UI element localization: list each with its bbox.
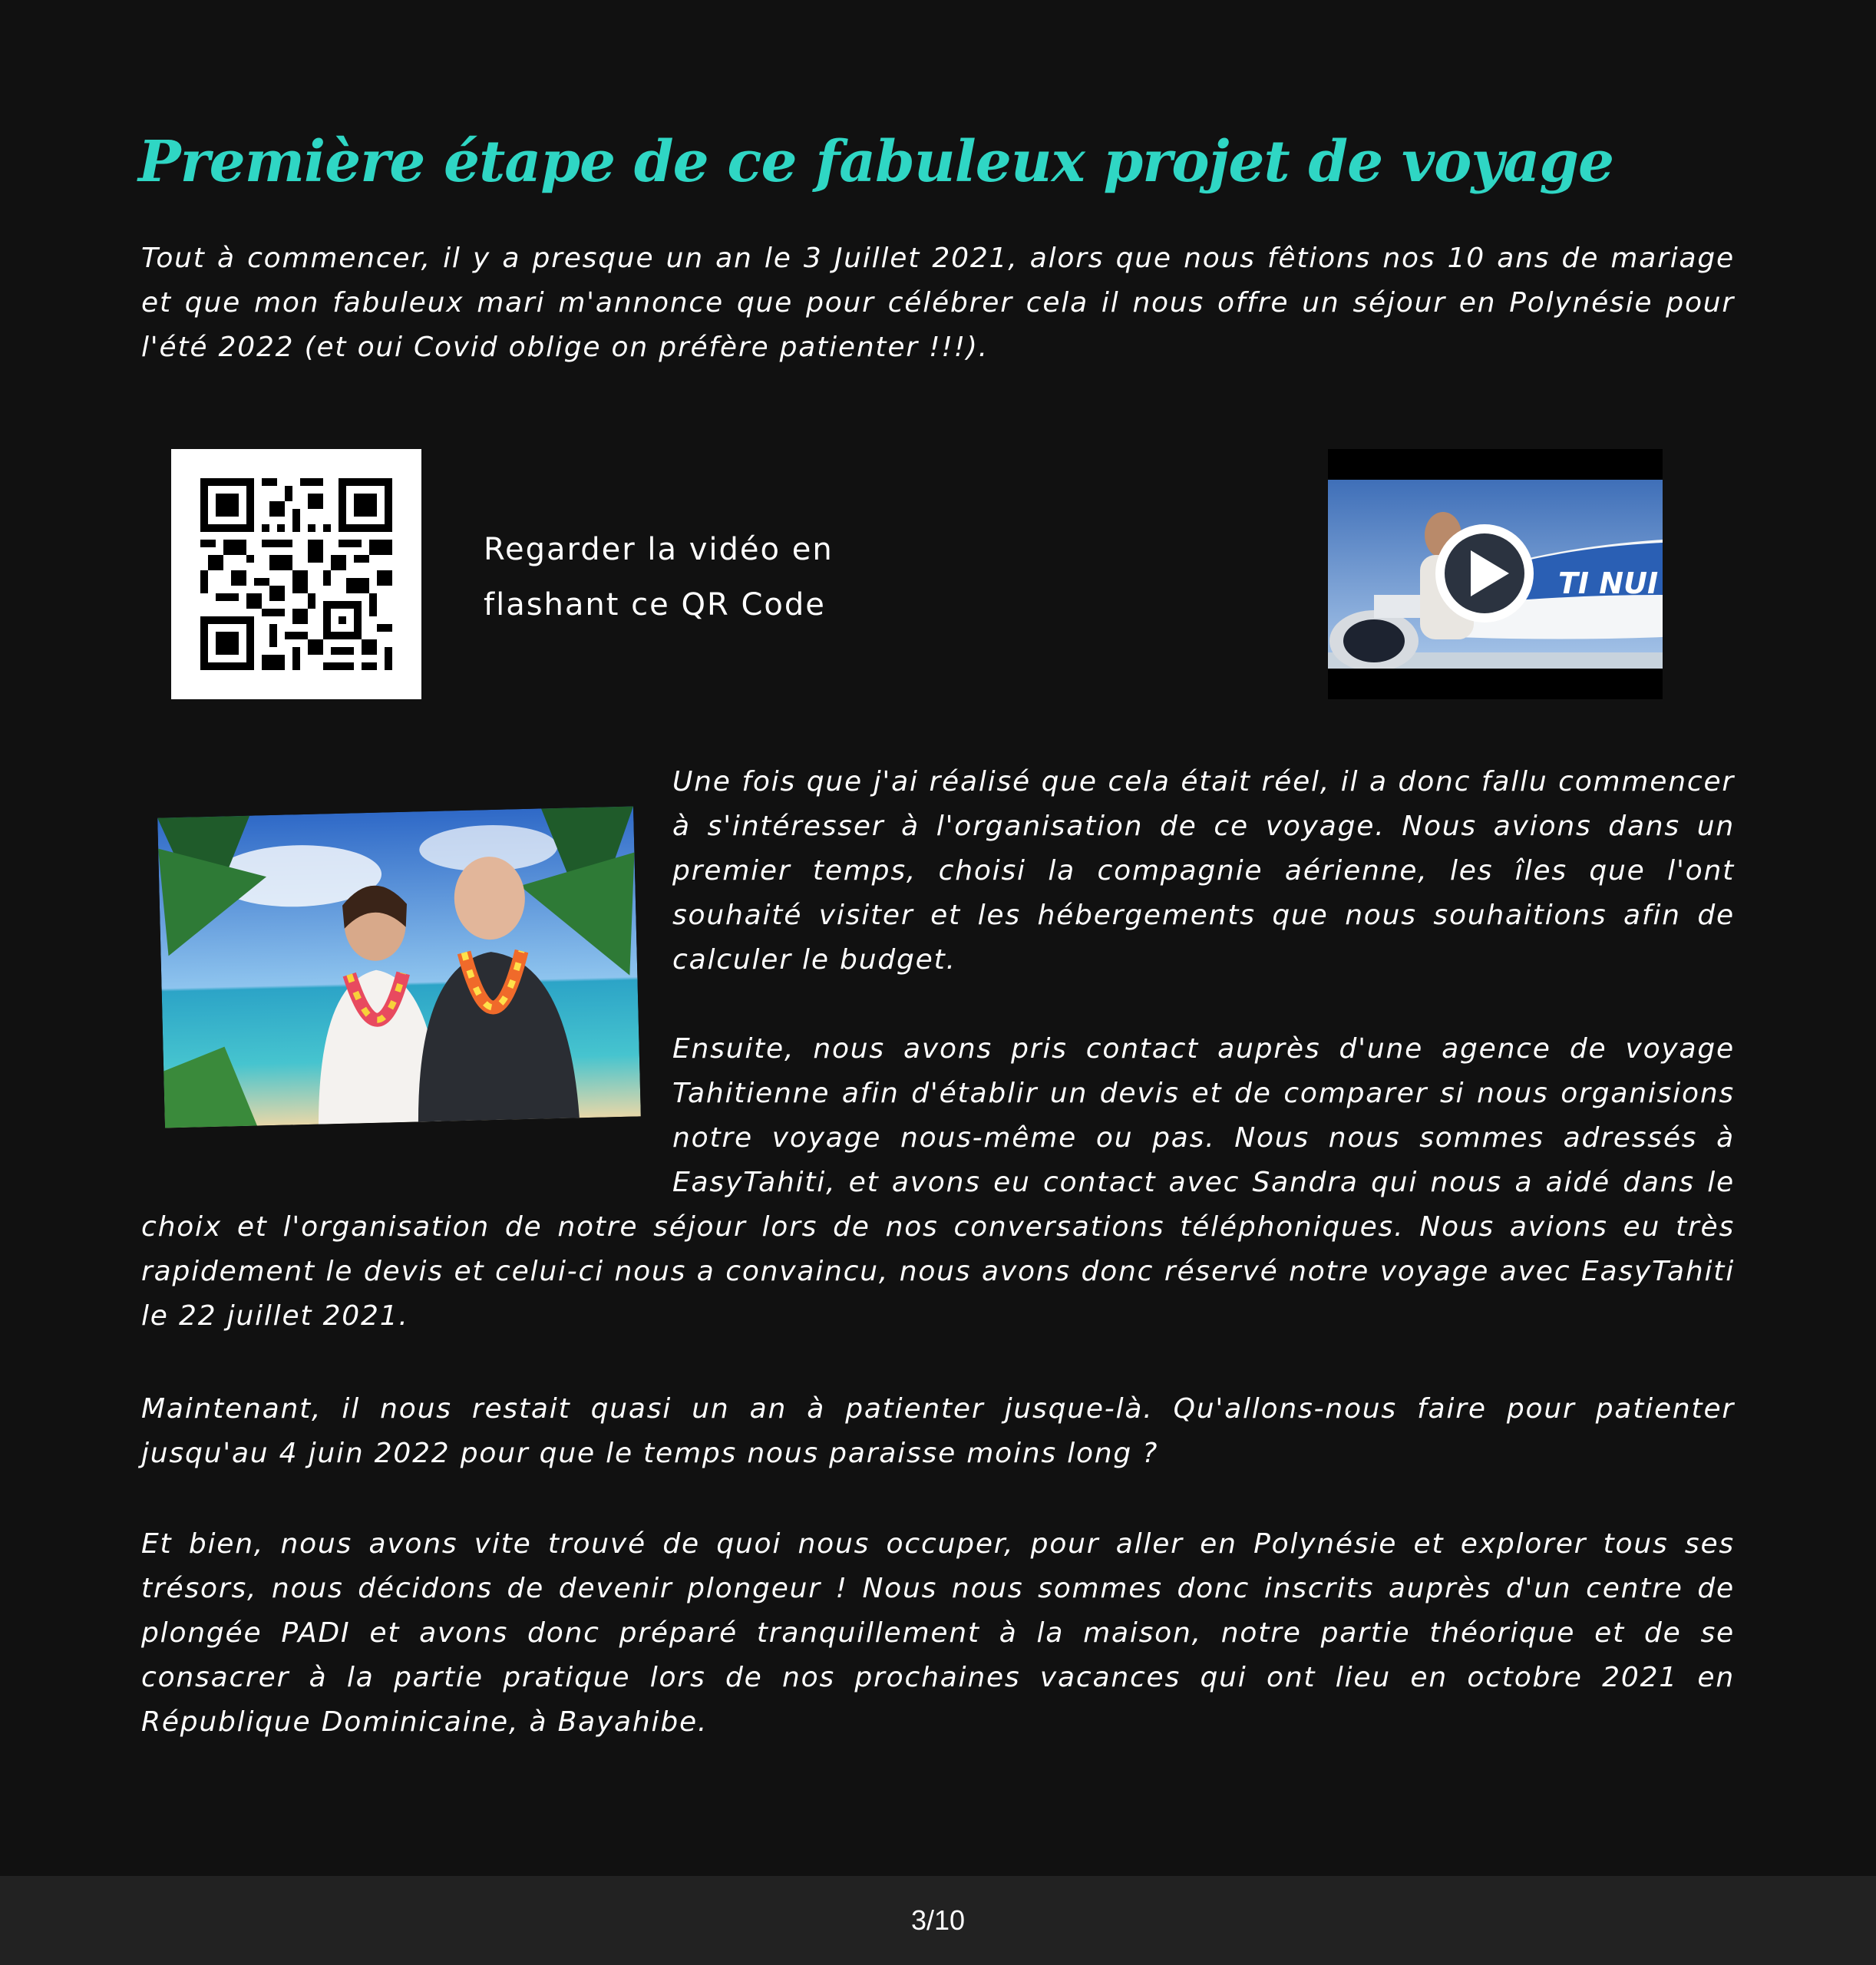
qr-code	[171, 449, 421, 699]
paragraph-organisation: Une fois que j'ai réalisé que cela était réel, il a donc fallu commencer à s'intéresser à l'organisation de ce voyage. Nous avions dans un premier temps, choisi la compagnie aérienne, les îles que l'ont souhaité visiter et les hébergements que nous souhaitions afin de calculer le budget.	[672, 766, 1735, 976]
video-still	[1328, 480, 1663, 669]
paragraph-diving: Et bien, nous avons vite trouvé de quoi nous occuper, pour aller en Polynésie et explorer tous ses trésors, nous décidons de devenir plongeur ! Nous nous sommes donc inscrits auprès d'un centre de plongée PADI et avons donc préparé tranquillement à la maison, notre partie théorique et de se consacrer à la partie pratique lors de nos prochaines vacances qui ont lieu en octobre 2021 en République Dominicaine, à Bayahibe.	[141, 1528, 1735, 1738]
video-thumbnail[interactable]	[1328, 449, 1663, 699]
plane-livery-text: TI NUI	[1558, 566, 1659, 600]
text-block-with-photo	[141, 760, 1735, 1339]
intro-paragraph: Tout à commencer, il y a presque un an le 3 Juillet 2021, alors que nous fêtions nos 10 ans de mariage et que mon fabuleux mari m'annonce que pour célébrer cela il nous offre un séjour en Polynésie pour l'été 2022 (et oui Covid oblige on préfère patienter !!!).	[141, 243, 1735, 363]
qr-caption-line-1: Regarder la vidéo en	[484, 532, 834, 567]
page-title: Première étape de ce fabuleux projet de voyage	[138, 129, 1614, 195]
qr-caption	[484, 522, 913, 632]
photo-float-spacer	[141, 760, 672, 1197]
qr-caption-line-2: flashant ce QR Code	[484, 587, 826, 623]
page-indicator: 3/10	[0, 1876, 1876, 1965]
paragraph-agency: Ensuite, nous avons pris contact auprès d'une agence de voyage Tahitienne afin d'établir un devis et de comparer si nous organisions notre voyage nous-même ou pas. Nous nous sommes adressés à EasyTahiti, et avons eu contact avec Sandra qui nous a aidé dans le choix et l'organisation de notre séjour lors de nos conversations téléphoniques. Nous avions eu très rapidement le devis et celui-ci nous a convaincu, nous avons donc réservé notre voyage avec EasyTahiti le 22 juillet 2021.	[141, 1033, 1735, 1332]
paragraph-waiting: Maintenant, il nous restait quasi un an à patienter jusque-là. Qu'allons-nous faire pour patienter jusqu'au 4 juin 2022 pour que le temps nous paraisse moins long ?	[141, 1393, 1735, 1469]
qr-code-icon	[200, 478, 392, 670]
